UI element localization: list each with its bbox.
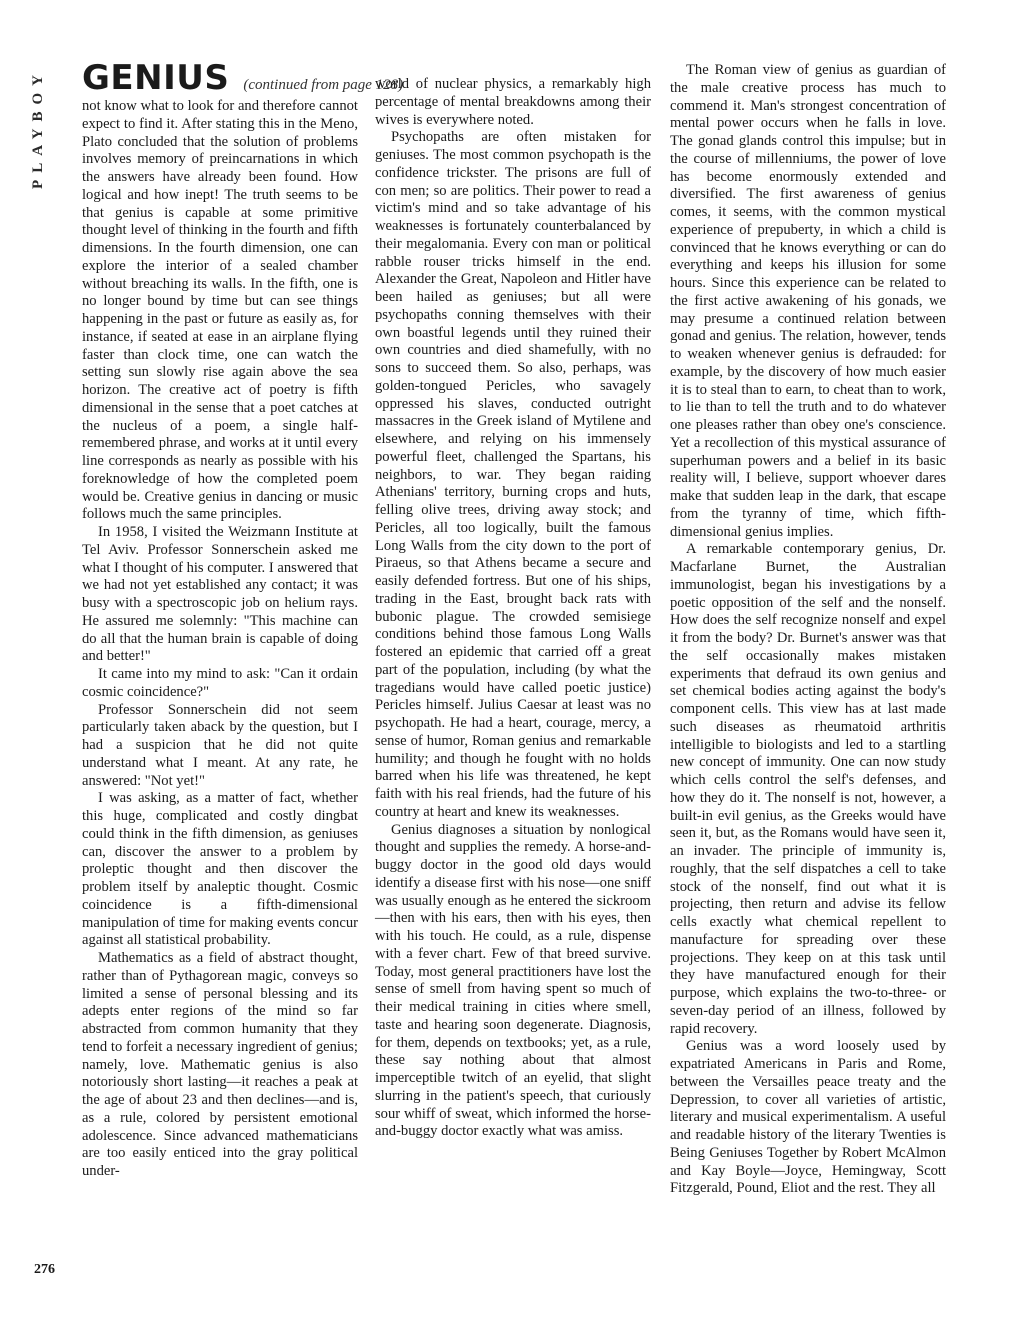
article-title: GENIUS — [82, 58, 230, 98]
page-number: 276 — [34, 1262, 55, 1277]
paragraph: I was asking, as a matter of fact, whether this huge, complicated and costly dingbat could think in the fifth dimension, as geniuses can, discover the answer to a problem by proleptic thought and then discover the problem itself by analeptic thought. Cosmic coincidence is a fifth-dimensional manipulation of time for making events concur against all statistical probability. — [82, 790, 358, 949]
paragraph: The Roman view of genius as guardian of the male creative process has much to commend it. Man's strongest concentration of mental power occurs when he falls in love. The gonad glands control this impulse; but in the course of millenniums, the power of love has become enormously extended and diversified. The first awareness of genius comes, it seems, with the common mystical experience of prepuberty, in which a child is convinced that he knows everything or can do everything and keeps his illusion for some hours. Since this experience can be related to the first active awakening of his gonads, we may presume a continued relation between gonad and genius. The relation, however, tends to weaken whenever genius is defrauded: for example, by the discovery of how much easier it is to steal than to earn, to cheat than to work, to lie than to tell the truth and to do whatever one pleases rather than obey one's conscience. Yet a recollection of this mystical assurance of superhuman powers and a belief in its basic reality will, I believe, support whoever dares make that sudden leap in the dark, that escape from the tyranny of time, which fifth-dimensional genius implies. — [670, 62, 946, 540]
paragraph: Psychopaths are often mistaken for geniuses. The most common psychopath is the confidence trickster. The prisons are full of con men; so are politics. Their power to read a victim's mind and so take advantage of his weaknesses is fortunately counterbalanced by their megalomania. Every con man or political rabble rouser tricks himself in the end. Alexander the Great, Napoleon and Hitler have been hailed as geniuses; but all were psychopaths conning themselves with their own boastful legends until they ruined their own countries and died shamefully, with no sons to succeed them. So also, perhaps, was golden-tongued Pericles, who savagely oppressed his slaves, conducted outright massacres in the Greek island of Mytilene and elsewhere, and relying on his immensely powerful fleet, challenged the Spartans, his neighbors, to war. They began raiding Athenians' territory, burning crops and huts, felling olive trees, driving away stock; and Pericles, all too logically, built the famous Long Walls from the city down to the port of Piraeus, so that Athens became a secure and easily defended fortress. But one of his ships, trading in the East, brought back rats with bubonic plague. The crowded semisiege conditions behind those famous Long Walls fostered an epidemic that carried off a great part of the population, including (by what the tragedians would have called poetic justice) Pericles himself. Julius Caesar at least was no psychopath. He had a heart, courage, mercy, a sense of humor, Roman genius and remarkable humility; and though he fought with no holds barred when his life was threatened, he kept faith with his real friends, had the future of his country at heart and knew its weaknesses. — [375, 129, 651, 820]
paragraph: not know what to look for and therefore cannot expect to find it. After stating this in the Meno, Plato concluded that the solution of problems involves memory of preincarnations in which the answers have already been found. How logical and how inept! The truth seems to be that genius is capable at some primitive thought level of thinking in the fourth and fifth dimensions. In the fourth dimension, one can explore the interior of a sealed chamber without breaching its walls. In the fifth, one is no longer bound by time but can see things happening in the past or future as easily as, for instance, if seated at ease in an airplane flying faster than clock time, one can watch the setting sun slowly rise again above the sea horizon. The creative act of poetry is fifth dimensional in the sense that a poet catches at the nucleus of a poem, a single half-remembered phrase, and works at it until every line corresponds as nearly as possible with his foreknowledge of how the completed poem would be. Creative genius in dancing or music follows much the same principles. — [82, 98, 358, 523]
paragraph: In 1958, I visited the Weizmann Institute at Tel Aviv. Professor Sonnerschein asked me what I thought of his computer. I answered that we had not yet established any contact; it was busy with a spectroscopic job on helium rays. He assured me solemnly: "This machine can do all that the human brain is capable of doing and better!" — [82, 524, 358, 665]
paragraph: A remarkable contemporary genius, Dr. Macfarlane Burnet, the Australian immunologist, began his investigations by a poetic opposition of the self and the nonself. How does the self recognize nonself and expel it from the body? Dr. Burnet's answer was that the self occasionally makes mistaken experiments that defraud its own genius and set chemical bodies acting against the body's component cells. This view has at last made such diseases as rheumatoid arthritis intelligible to biologists and led to a startling new concept of immunity. One can now study which cells control the self's defenses, and how they do it. The nonself is not, however, a built-in evil genius, as the Greeks would have seen it, but, as the Romans would have seen it, an invader. The principle of immunity is, roughly, that the self dispatches a cell to take stock of the nonself, find out what it is projecting, then return and advise its fellow cells exactly what chemical repellent to manufacture for spreading over these projections. They keep on at this task until they have manufactured enough for their purpose, which explains the two-to-three- or seven-day period of an illness, followed by rapid recovery. — [670, 541, 946, 1037]
magazine-name: PLAYBOY — [30, 68, 46, 189]
continued-note: (continued from page 128) — [243, 77, 404, 93]
paragraph: It came into my mind to ask: "Can it ordain cosmic coincidence?" — [82, 666, 358, 700]
paragraph: Mathematics as a field of abstract thought, rather than of Pythagorean magic, conveys so limited a sense of personal blessing and its adepts enter regions of the mind so far abstracted from common humanity that they tend to forfeit a necessary ingredient of genius; namely, love. Mathematic genius is also notoriously short lasting—it reaches a peak at the age of about 23 and then declines—and is, as a rule, colored by persistent emotional adolescence. Since advanced mathematicians are too easily enticed into the gray political under- — [82, 950, 358, 1179]
paragraph: Professor Sonnerschein did not seem particularly taken aback by the question, but I had a suspicion that he did not quite understand what I meant. At any rate, he answered: "Not yet!" — [82, 701, 358, 789]
paragraph: Genius was a word loosely used by expatriated Americans in Paris and Rome, between the Versailles peace treaty and the Depression, to cover all varieties of artistic, literary and musical experimentalism. A useful and readable history of the literary Twenties is Being Geniuses Together by Robert McAlmon and Kay Boyle—Joyce, Hemingway, Scott Fitzgerald, Pound, Eliot and the rest. They all — [670, 1038, 946, 1197]
text-column-2 — [375, 76, 651, 1141]
text-column-3 — [670, 62, 946, 1198]
paragraph: Genius diagnoses a situation by nonlogical thought and supplies the remedy. A horse-and-buggy doctor in the good old days would identify a disease first with his nose—one sniff was usually enough as he entered the sickroom—then with his ears, then with his eyes, then with his touch. He could, as a rule, dispense with a fever chart. Few of that breed survive. Today, most general practitioners have lost the sense of smell from having spent so much of their medical training in cities where smell, taste and hearing soon degenerate. Diagnosis, for them, depends on textbooks; yet, as a rule, these say nothing about that almost imperceptible twitch of an eyelid, that slight slurring in the patient's speech, that curiously sour whiff of sweat, which informed the horse-and-buggy doctor exactly what was amiss. — [375, 821, 651, 1140]
paragraph: world of nuclear physics, a remarkably high percentage of mental breakdowns among their wives is everywhere noted. — [375, 76, 651, 128]
text-column-1 — [82, 98, 358, 1181]
article-header — [82, 58, 403, 98]
